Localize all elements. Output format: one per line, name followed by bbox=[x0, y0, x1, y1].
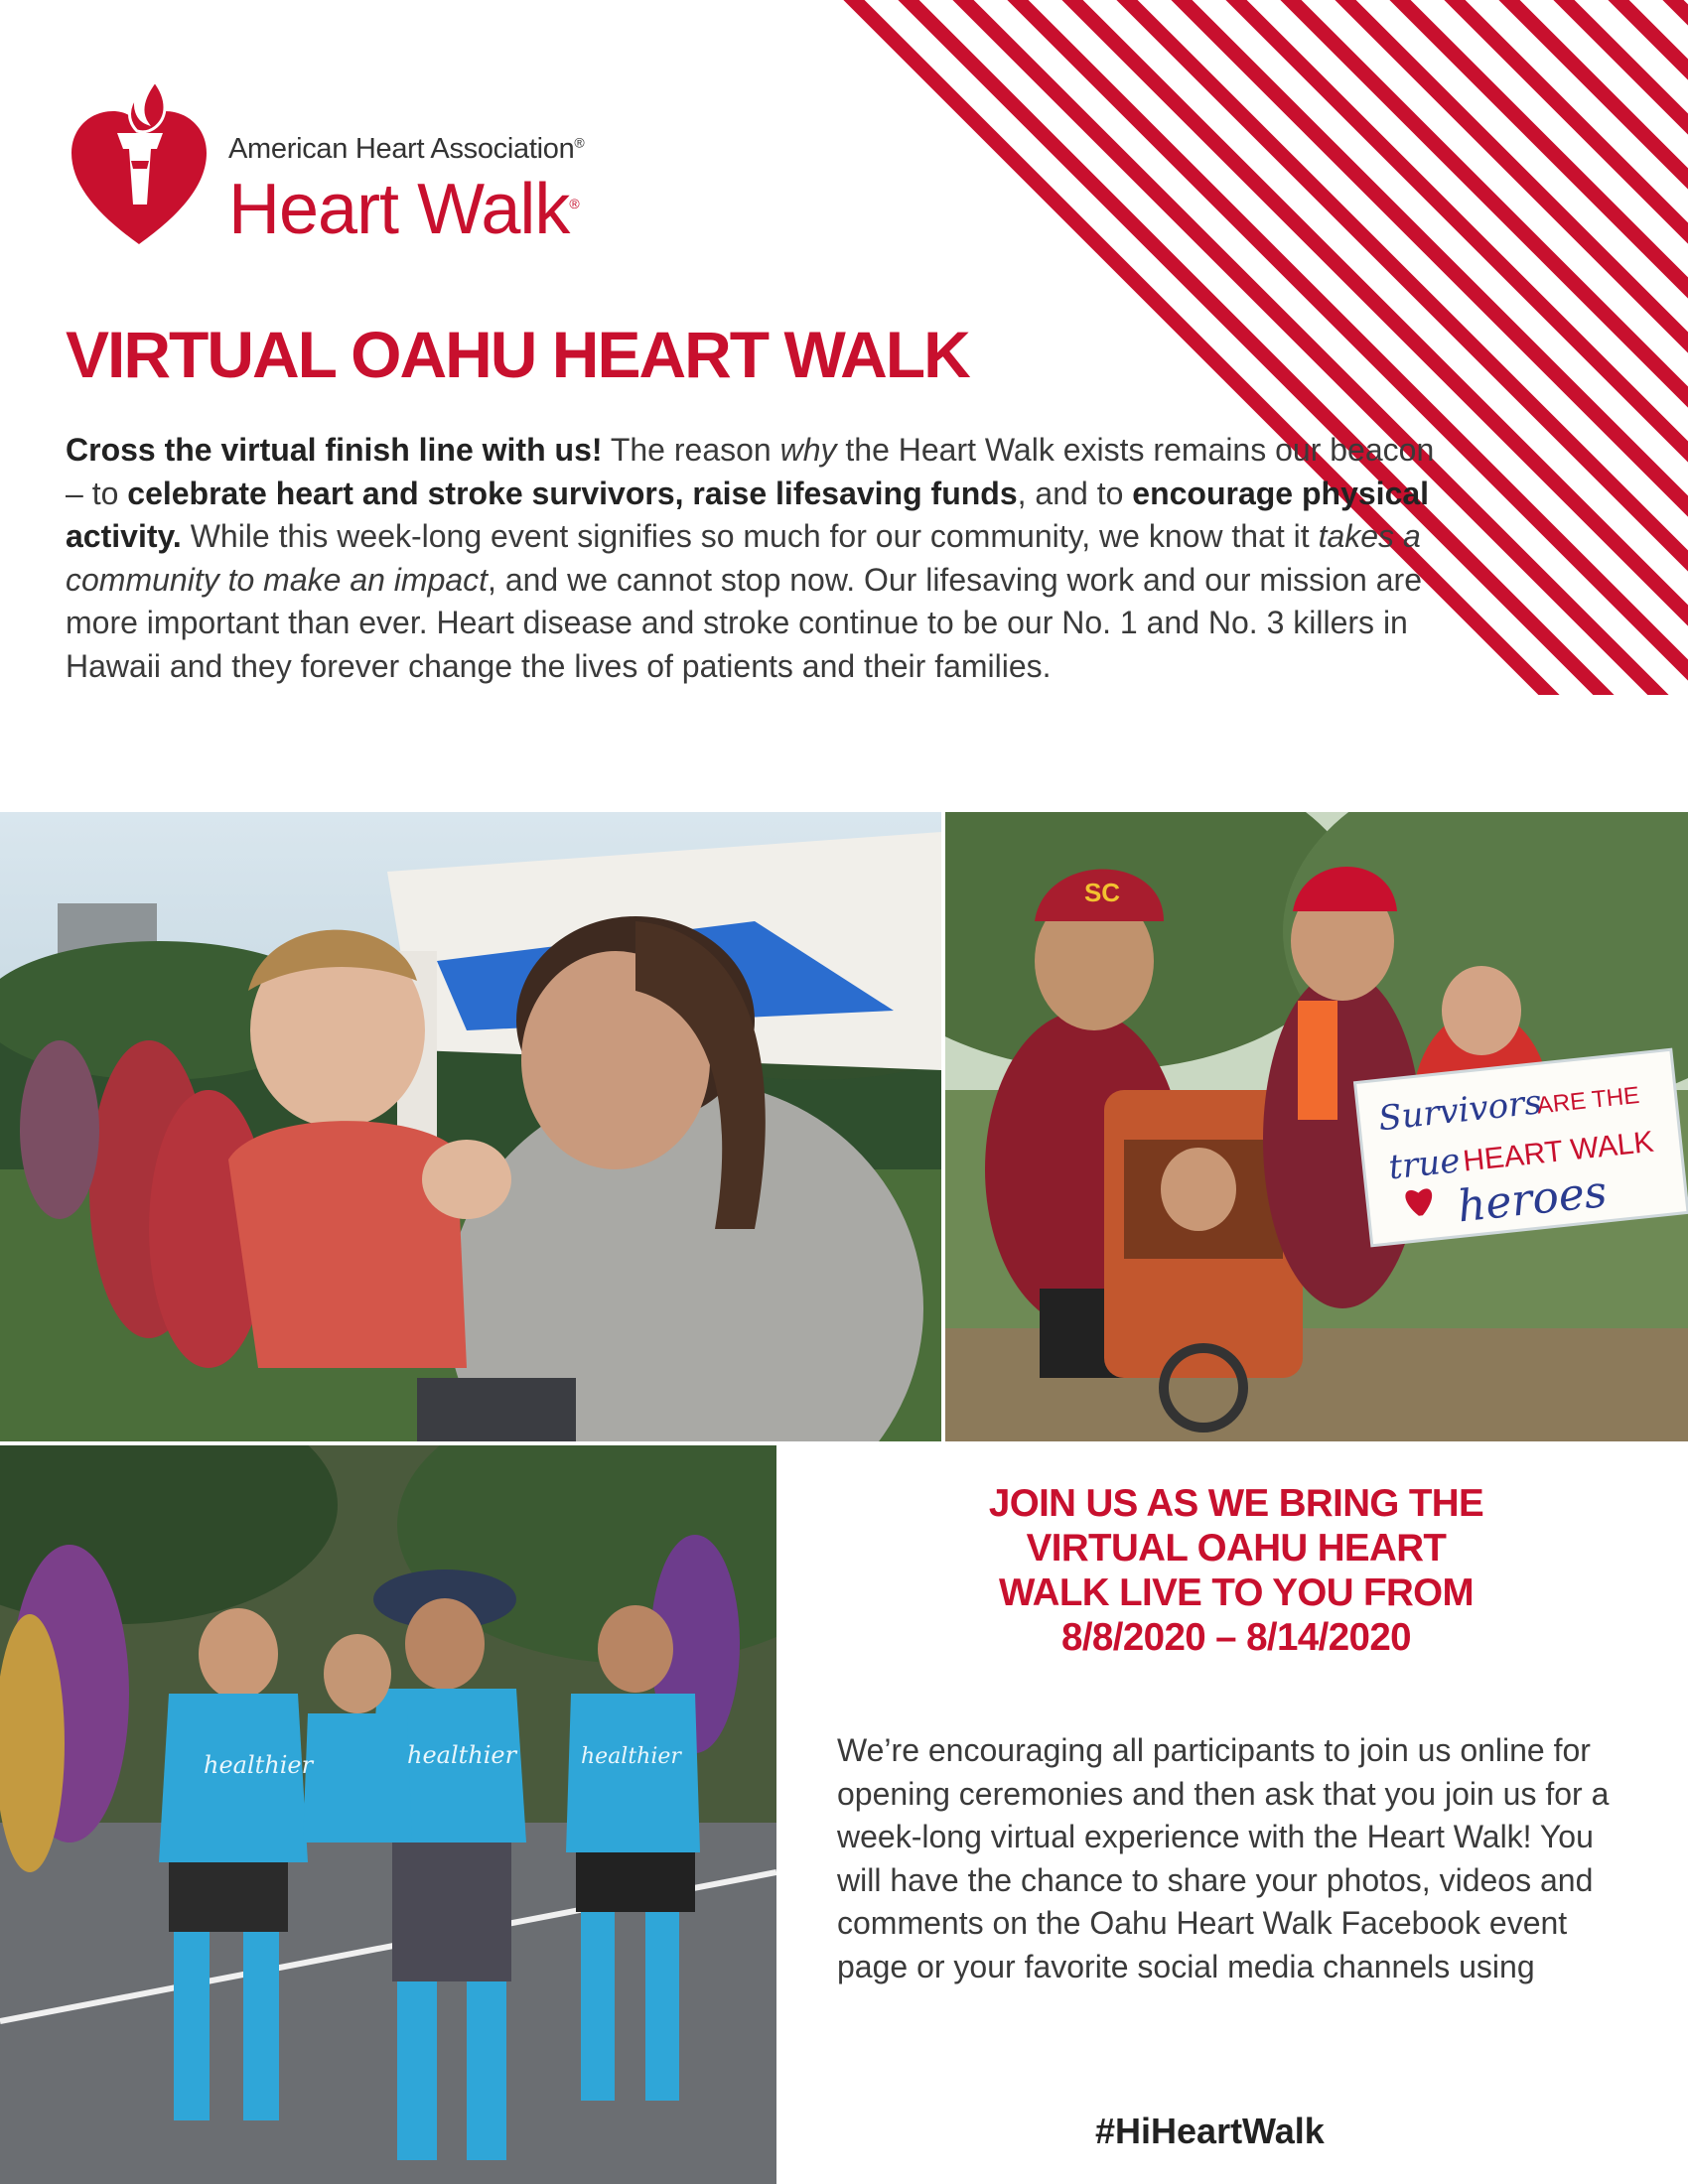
sign-word-heroes: heroes bbox=[1455, 1165, 1610, 1233]
photo-family-with-sign bbox=[945, 812, 1688, 1441]
heart-torch-icon bbox=[68, 77, 211, 251]
sign-word-true: true bbox=[1386, 1141, 1463, 1188]
join-line-2: VIRTUAL OAHU HEART bbox=[1026, 1527, 1447, 1570]
aha-heart-walk-logo bbox=[68, 77, 624, 251]
join-line-1: JOIN US AS WE BRING THE bbox=[988, 1482, 1484, 1525]
join-line-3: WALK LIVE TO YOU FROM bbox=[999, 1571, 1474, 1614]
participation-paragraph: We’re encouraging all participants to join us online for opening ceremonies and then ask that you join us for a week-long virtual experience with the Heart Walk! You will have the chance to share your photos, videos and comments on the Oahu Heart Walk Facebook event page or your favorite social media channels using bbox=[837, 1732, 1610, 1984]
photo-mother-and-child bbox=[0, 812, 941, 1441]
shirt-text-1: healthier bbox=[204, 1751, 314, 1779]
intro-paragraph: Cross the virtual finish line with us! The reason why the Heart Walk exists remains our beacon – to celebrate heart and stroke survivors, raise lifesaving funds, and to encourage physical activity. While this week-long event signifies so much for our community, we know that it takes a community to make an impact, and we cannot stop now. Our lifesaving work and our mission are more important than ever. Heart disease and stroke continue to be our No. 1 and No. 3 killers in Hawaii and they forever change the lives of patients and their families. bbox=[66, 432, 1435, 684]
page-title: VIRTUAL OAHU HEART WALK bbox=[66, 318, 969, 391]
cap-letters: SC bbox=[1083, 878, 1121, 907]
hashtag: #HiHeartWalk bbox=[1095, 2111, 1325, 2151]
logo-wordmark bbox=[228, 133, 585, 249]
org-name: American Heart Association® bbox=[228, 133, 585, 165]
sign-word-heart-walk: HEART WALK bbox=[1461, 1125, 1655, 1178]
join-dates: 8/8/2020 – 8/14/2020 bbox=[1061, 1616, 1411, 1659]
shirt-text-3: healthier bbox=[581, 1744, 681, 1769]
join-us-heading bbox=[894, 1481, 1579, 1660]
photo-walkers-blue-shirts bbox=[0, 1445, 776, 2184]
sign-word-survivors: Survivors bbox=[1376, 1082, 1544, 1140]
shirt-text-2: healthier bbox=[407, 1741, 517, 1769]
sign-word-are-the: ARE THE bbox=[1535, 1081, 1641, 1120]
event-name: Heart Walk® bbox=[228, 170, 579, 249]
